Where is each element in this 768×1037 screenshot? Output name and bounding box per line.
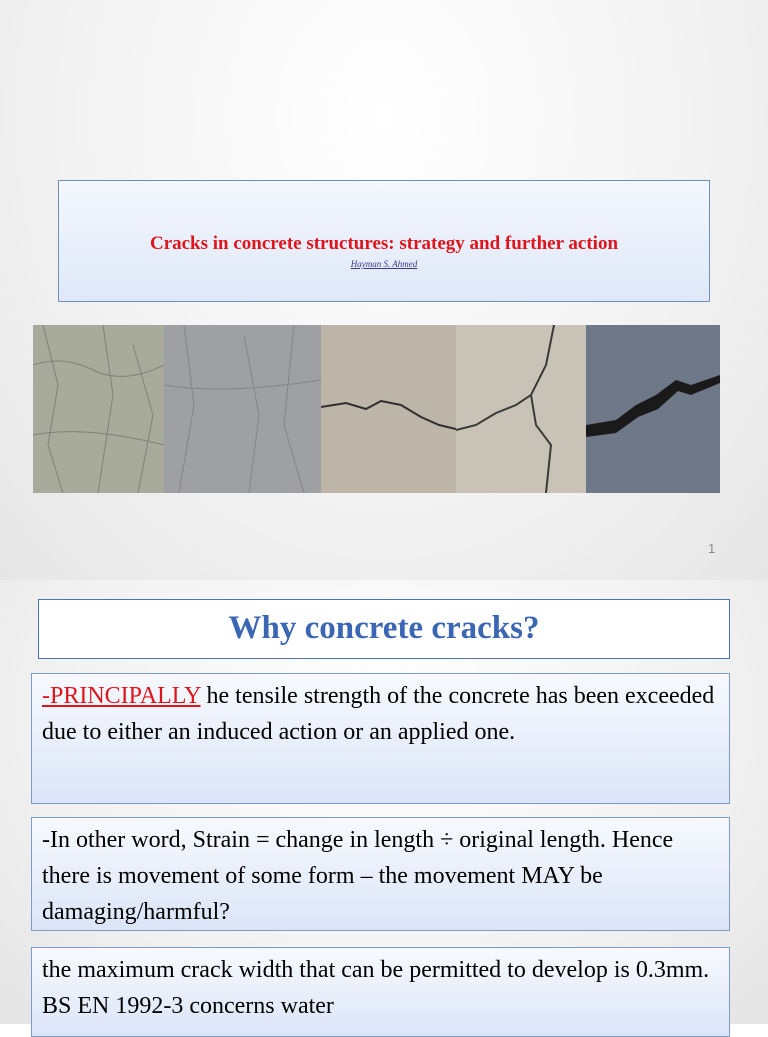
heading-box bbox=[38, 599, 730, 659]
slide-2 bbox=[0, 580, 768, 1024]
author-name: Hayman S. Ahmed bbox=[350, 259, 418, 269]
principally-emphasis: -PRINCIPALLY bbox=[42, 683, 201, 709]
principally-text: he tensile strength of the concrete has been exceeded due to either an induced action or an applied one. bbox=[42, 683, 715, 745]
crack-photo-1 bbox=[33, 325, 164, 493]
crack-photo-2 bbox=[164, 325, 321, 493]
strain-text: -In other word, Strain = change in length ÷ original length. Hence there is movement of some form – the movement MAY be damaging/harmful? bbox=[42, 827, 674, 925]
text-box-strain bbox=[31, 817, 730, 931]
title-box bbox=[58, 180, 710, 302]
crack-photo-3 bbox=[321, 325, 456, 493]
slide-heading: Why concrete cracks? bbox=[228, 610, 540, 646]
page-number: 1 bbox=[708, 541, 716, 556]
crack-width-text: the maximum crack width that can be permitted to develop is 0.3mm. BS EN 1992-3 concerns water bbox=[42, 957, 710, 1019]
crack-photo-4 bbox=[456, 325, 586, 493]
text-box-principally bbox=[31, 673, 730, 804]
concrete-crack-photo-strip bbox=[33, 325, 720, 493]
crack-photo-5 bbox=[586, 325, 720, 493]
slide-title: Cracks in concrete structures: strategy and further action bbox=[149, 233, 619, 254]
